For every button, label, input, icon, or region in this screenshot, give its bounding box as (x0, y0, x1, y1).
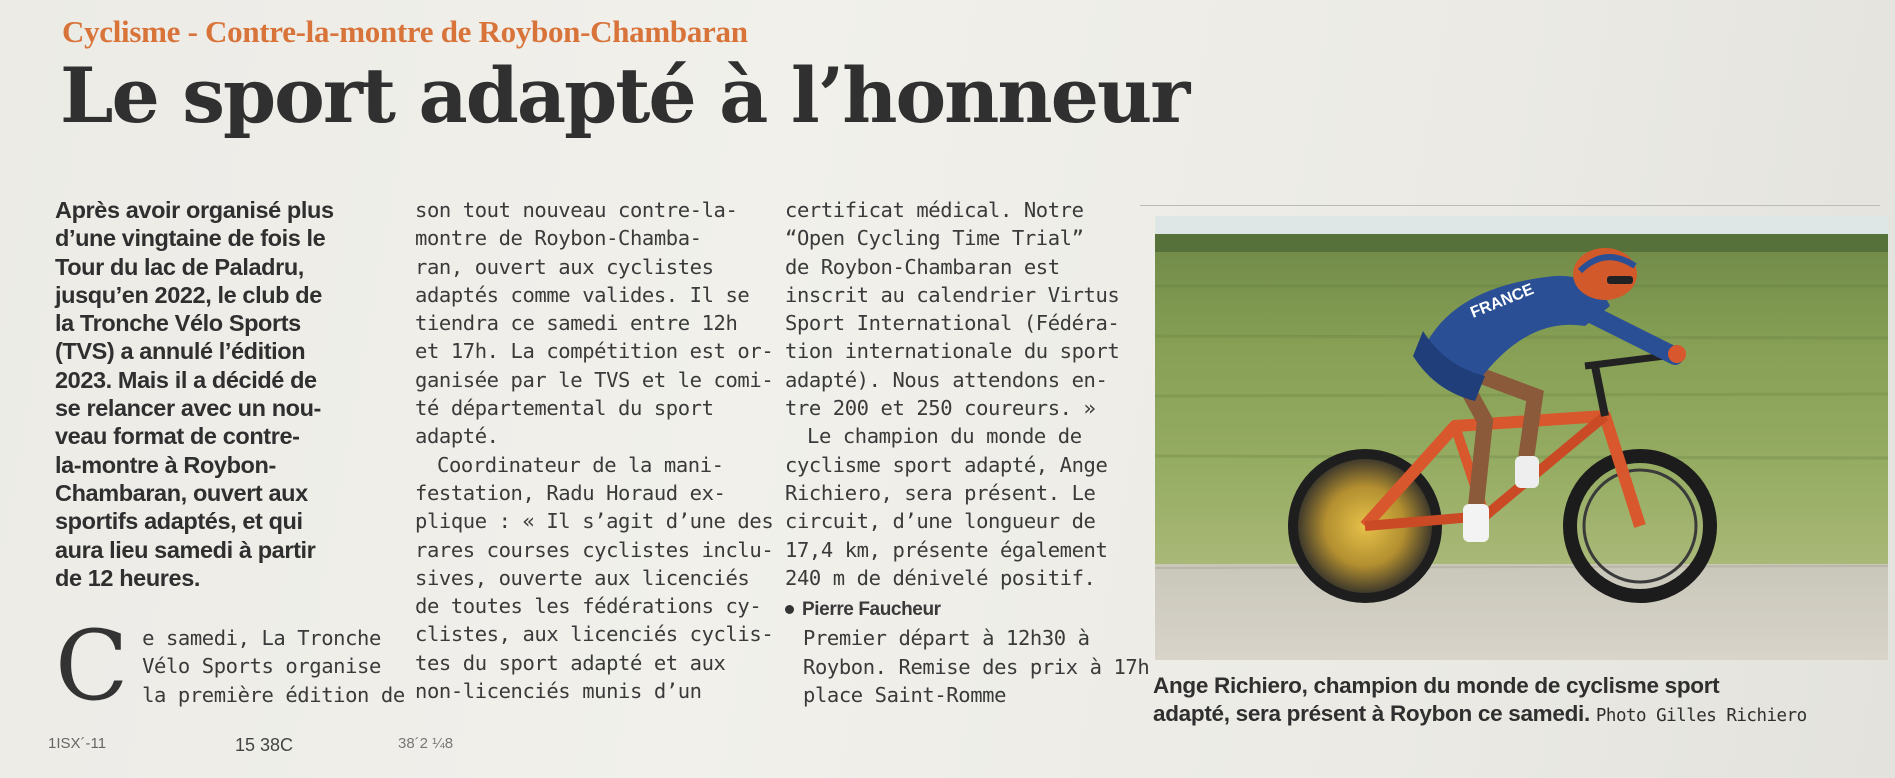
body-line: la première édition de (142, 682, 405, 707)
body-line: Le champion du monde de (807, 424, 1082, 449)
lead-line: sportifs adaptés, et qui (55, 508, 303, 535)
lead-line: 2023. Mais il a décidé de (55, 366, 317, 393)
lead-line: jusqu’en 2022, le club de (55, 281, 322, 308)
info-line: Premier départ à 12h30 à (803, 626, 1090, 651)
body-line: inscrit au calendrier Virtus (785, 282, 1120, 307)
lead-line: se relancer avec un nou- (55, 395, 321, 422)
lead-line: veau format de contre- (55, 423, 300, 450)
body-line: tiendra ce samedi entre 12h (415, 311, 738, 336)
body-line: non-licenciés munis d’un (415, 679, 702, 704)
lead-line: la Tronche Vélo Sports (55, 310, 301, 337)
drop-cap: C (55, 610, 129, 722)
body-line: adapté. (415, 424, 499, 449)
author-byline (785, 594, 1135, 624)
photo-caption (1153, 672, 1893, 730)
body-column-3 (785, 196, 1150, 709)
print-code: 15 38C (235, 735, 294, 755)
body-line: de Roybon-Chambaran est (785, 254, 1060, 279)
body-line: 240 m de dénivelé positif. (785, 565, 1096, 590)
body-line: et 17h. La compétition est or- (415, 339, 774, 364)
caption-text: adapté, sera présent à Roybon ce samedi. (1153, 701, 1590, 726)
body-line: 17,4 km, présente également (785, 537, 1108, 562)
divider (1140, 205, 1880, 206)
lead-line: Après avoir organisé plus (55, 197, 334, 223)
body-line: festation, Radu Horaud ex- (415, 480, 726, 505)
headline: Le sport adapté à l’honneur (60, 51, 1189, 140)
info-line: place Saint-Romme (803, 683, 1007, 708)
body-line: adaptés comme valides. Il se (415, 282, 750, 307)
bullet-icon (785, 605, 794, 614)
lead-line: de 12 heures. (55, 564, 201, 591)
jersey-text: FRANCE (1468, 280, 1537, 322)
print-mark-left: 1ISX´-11 (48, 735, 107, 752)
body-line: adapté). Nous attendons en- (785, 367, 1108, 392)
body-line: rares courses cyclistes inclu- (415, 537, 774, 562)
caption-line: Ange Richiero, champion du monde de cyclisme sport (1153, 673, 1720, 698)
body-column-1 (55, 610, 405, 722)
body-line: de toutes les fédérations cy- (415, 594, 762, 619)
body-line: Sport International (Fédéra- (785, 311, 1120, 336)
body-line: clistes, aux licenciés cyclis- (415, 622, 774, 647)
body-line: tes du sport adapté et aux (415, 650, 726, 675)
cyclist-photo (1155, 216, 1888, 660)
lead-line: Tour du lac de Paladru, (55, 253, 304, 280)
body-column-2 (415, 196, 774, 705)
body-line: ganisée par le TVS et le comi- (415, 367, 774, 392)
photo-credit: Photo Gilles Richiero (1595, 706, 1807, 726)
lead-line: (TVS) a annulé l’édition (55, 338, 306, 365)
body-line: Coordinateur de la mani- (437, 452, 724, 477)
body-line: plique : « Il s’agit d’une des (415, 509, 774, 534)
info-line: Roybon. Remise des prix à 17h (803, 654, 1150, 679)
body-line: montre de Roybon-Chamba- (415, 226, 702, 251)
body-line: e samedi, La Tronche (142, 626, 381, 650)
body-line: té départemental du sport (415, 396, 714, 421)
lead-line: Chambaran, ouvert aux (55, 479, 308, 506)
lead-line: la-montre à Roybon- (55, 451, 276, 478)
kicker: Cyclisme - Contre-la-montre de Roybon-Chambaran (62, 14, 748, 49)
lead-paragraph (55, 196, 385, 592)
body-line: sives, ouverte aux licenciés (415, 565, 750, 590)
lead-line: d’une vingtaine de fois le (55, 225, 326, 252)
body-line: circuit, d’une longueur de (785, 509, 1096, 534)
body-line: tre 200 et 250 coureurs. » (785, 396, 1096, 421)
caption-line (1153, 700, 1893, 730)
body-line: cyclisme sport adapté, Ange (785, 452, 1108, 477)
print-mark-right: 38´2 ¼8 (398, 735, 454, 752)
body-line: “Open Cycling Time Trial” (785, 226, 1084, 251)
body-line: tion internationale du sport (785, 339, 1120, 364)
body-line: Vélo Sports organise (142, 654, 381, 679)
body-line: son tout nouveau contre-la- (415, 198, 738, 222)
body-line: certificat médical. Notre (785, 198, 1084, 222)
body-line: Richiero, sera présent. Le (785, 480, 1096, 505)
body-line: ran, ouvert aux cyclistes (415, 254, 714, 279)
lead-line: aura lieu samedi à partir (55, 536, 316, 563)
author-name: Pierre Faucheur (802, 599, 941, 621)
